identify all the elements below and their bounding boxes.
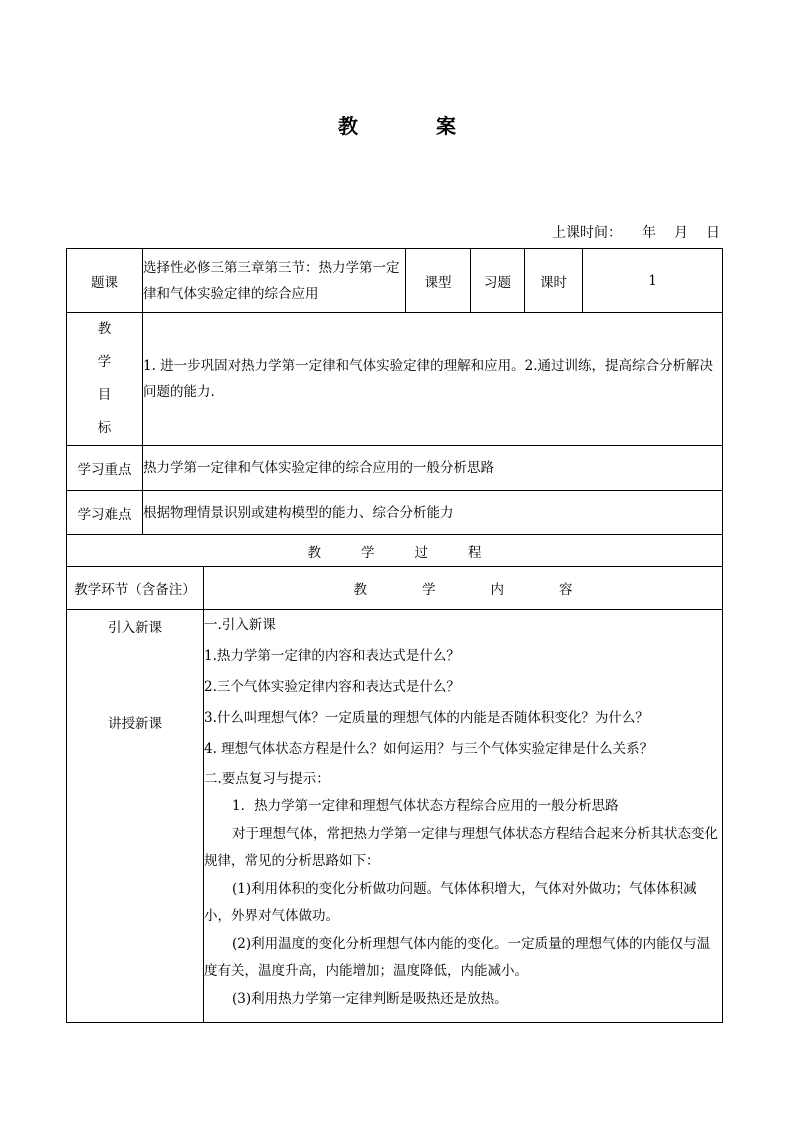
process-header-row — [67, 535, 723, 567]
header-row — [67, 249, 723, 313]
key-point-label: 学习重点 — [67, 446, 143, 491]
page-title: 教案 — [338, 114, 534, 138]
year-label: 年 — [642, 225, 656, 241]
objectives-label-char: 目 — [97, 387, 112, 403]
key-point-row — [67, 446, 723, 491]
topic-value: 选择性必修三第三章第三节：热力学第一定律和气体实验定律的综合应用 — [143, 249, 406, 313]
content-column-header: 教学内容 — [204, 567, 723, 610]
type-value: 习题 — [471, 249, 525, 313]
content-cell — [204, 610, 723, 1023]
content-line: 一.引入新课 — [204, 617, 276, 633]
content-line: 3.什么叫理想气体？一定质量的理想气体的内能是否随体积变化？为什么？ — [204, 710, 649, 726]
review-paragraph: (3)利用热力学第一定律判断是吸热还是放热。 — [232, 990, 508, 1007]
stage-intro: 引入新课 — [108, 620, 162, 636]
class-time-label: 上课时间： — [552, 225, 622, 241]
objectives-label-char: 学 — [97, 354, 112, 370]
month-label: 月 — [674, 225, 688, 241]
review-paragraph: (1)利用体积的变化分析做功问题。气体体积增大，气体对外做功；气体体积减小，外界对气体做功。 — [204, 880, 697, 924]
class-time-line — [552, 222, 720, 242]
topic-label: 题课 — [67, 249, 143, 313]
difficulty-row — [67, 491, 723, 535]
day-label: 日 — [706, 225, 720, 241]
key-point-text: 热力学第一定律和气体实验定律的综合应用的一般分析思路 — [143, 446, 723, 491]
stage-column-header: 教学环节（含备注） — [67, 567, 204, 610]
difficulty-text: 根据物理情景识别或建构模型的能力、综合分析能力 — [143, 491, 723, 535]
objectives-row — [67, 313, 723, 446]
hours-label: 课时 — [525, 249, 583, 313]
stage-cell — [67, 610, 204, 1023]
objectives-label — [67, 313, 143, 446]
objectives-label-char: 教 — [97, 321, 112, 337]
content-line: 2.三个气体实验定律内容和表达式是什么？ — [204, 679, 460, 695]
hours-value: 1 — [583, 249, 723, 313]
objectives-text: 1. 进一步巩固对热力学第一定律和气体实验定律的理解和应用。2.通过训练，提高综合分析解决问题的能力. — [143, 313, 723, 446]
content-line: 1.热力学第一定律的内容和表达式是什么？ — [204, 648, 460, 664]
objectives-label-char: 标 — [97, 420, 112, 436]
review-paragraph: 对于理想气体，常把热力学第一定律与理想气体状态方程结合起来分析其状态变化规律，常见的分析思路如下： — [204, 825, 718, 869]
type-label: 课型 — [406, 249, 471, 313]
content-row — [67, 610, 723, 1023]
column-header-row — [67, 567, 723, 610]
review-paragraph: (2)利用温度的变化分析理想气体内能的变化。一定质量的理想气体的内能仅与温度有关，温度升高，内能增加；温度降低，内能减小。 — [204, 935, 711, 979]
content-line: 4. 理想气体状态方程是什么？如何运用？与三个气体实验定律是什么关系？ — [204, 741, 654, 757]
difficulty-label: 学习难点 — [67, 491, 143, 535]
content-line: 二.要点复习与提示： — [204, 771, 330, 787]
process-header: 教学过程 — [67, 535, 723, 567]
stage-teaching: 讲授新课 — [108, 716, 162, 732]
lesson-plan-table — [66, 248, 723, 1023]
review-heading: 1．热力学第一定律和理想气体状态方程综合应用的一般分析思路 — [232, 798, 619, 814]
